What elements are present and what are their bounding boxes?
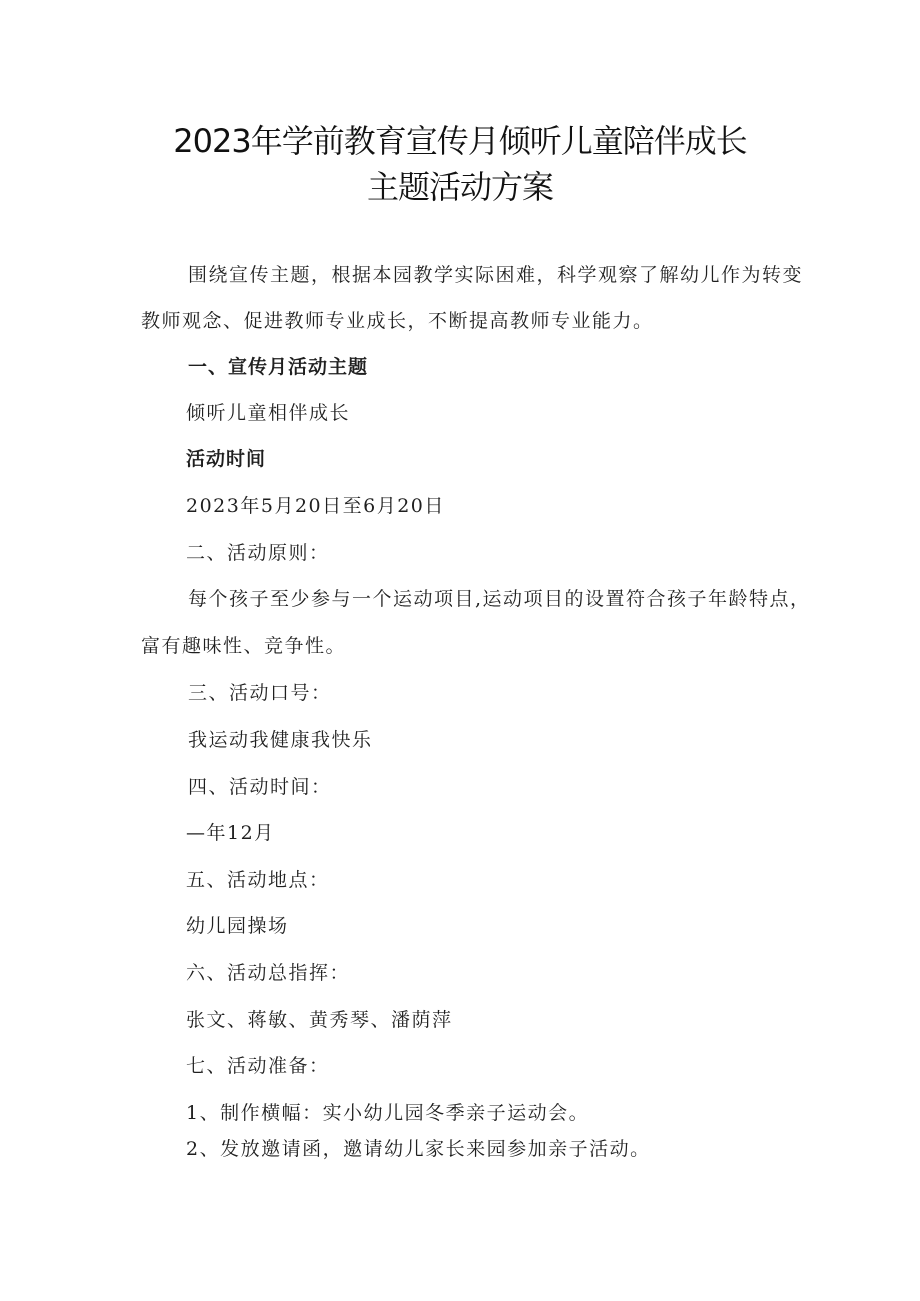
section6-text: 张文、蒋敏、黄秀琴、潘荫萍 [186, 1009, 453, 1031]
section2-text-line1: 每个孩子至少参与一个运动项目,运动项目的设置符合孩子年龄特点， [188, 588, 811, 610]
section5-text: 幼儿园操场 [186, 915, 289, 937]
document-title-line1: 2023年学前教育宣传月倾听儿童陪伴成长 [173, 122, 747, 160]
section7-heading: 七、活动准备： [186, 1055, 330, 1077]
section3-heading: 三、活动口号： [188, 682, 332, 704]
section7-item2: 2、发放邀请函，邀请幼儿家长来园参加亲子活动。 [186, 1138, 651, 1160]
section7-item1: 1、制作横幅：实小幼儿园冬季亲子运动会。 [186, 1102, 590, 1124]
intro-paragraph-line1: 围绕宣传主题，根据本园教学实际困难，科学观察了解幼儿作为转变 [188, 264, 804, 286]
activity-time-heading: 活动时间 [186, 448, 267, 470]
activity-time-text: 2023年5月20日至6月20日 [186, 495, 445, 517]
section1-heading: 一、宣传月活动主题 [188, 356, 369, 378]
section5-heading: 五、活动地点： [186, 869, 330, 891]
section2-heading: 二、活动原则： [186, 542, 330, 564]
section4-text: —年12月 [186, 822, 275, 844]
section2-text-line2: 富有趣味性、竞争性。 [141, 635, 347, 657]
document-title-line2: 主题活动方案 [366, 168, 553, 206]
section3-text: 我运动我健康我快乐 [188, 729, 373, 751]
section1-text: 倾听儿童相伴成长 [186, 402, 351, 424]
section4-heading: 四、活动时间： [188, 776, 332, 798]
section6-heading: 六、活动总指挥： [186, 962, 351, 984]
intro-paragraph-line2: 教师观念、促进教师专业成长，不断提高教师专业能力。 [141, 310, 654, 332]
